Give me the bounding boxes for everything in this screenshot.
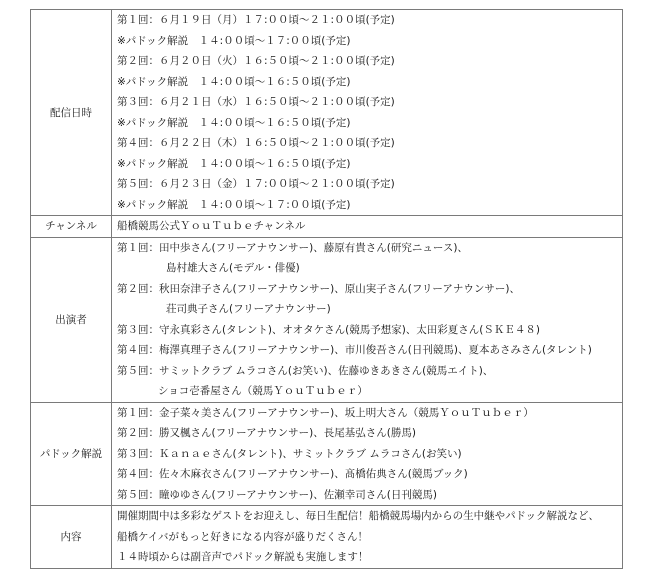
label-channel: チャンネル [31,216,112,238]
row-paddock-commentary [31,402,623,506]
row-performers [31,237,623,402]
schedule-line: 第１回：６月１９日（月）１７:００頃～２１:００頃(予定) [117,14,395,26]
label-performers: 出演者 [31,237,112,402]
performer-line: ショコ壱番屋さん（競馬ＹｏｕＴｕｂｅｒ） [158,385,368,397]
performer-line: 荘司典子さん(フリーアナウンサー) [166,303,331,315]
performer-line: 第１回：田中歩さん(フリーアナウンサー)、藤原有貴さん(研究ニュース)、 [117,241,468,254]
schedule-line: ※パドック解説 １４:００頃～１７:００頃(予定) [117,34,351,47]
paddock-line: 第５回：瞳ゆゆさん(フリーアナウンサー)、佐瀬幸司さん(日刊競馬) [117,488,437,501]
row-content [31,506,623,569]
schedule-line: ※パドック解説 １４:００頃～１６:５０頃(予定) [117,157,351,170]
broadcast-schedule-table [30,9,623,569]
content-channel [112,216,623,238]
content-broadcast-datetime [112,10,623,216]
paddock-line: 第４回：佐々木麻衣さん(フリーアナウンサー)、髙橋佑典さん(競馬ブック) [117,468,468,480]
content-line: 開催期間中は多彩なゲストをお迎えし、毎日生配信！船橋競馬場内からの生中継やパドック解説など、 [117,510,599,522]
label-paddock-commentary: パドック解説 [31,402,112,506]
performer-line: 島村雄大さん(モデル・俳優) [166,262,300,274]
content-line: 船橋ケイバがもっと好きになる内容が盛りだくさん！ [117,530,369,543]
row-broadcast-datetime [31,10,623,216]
paddock-line: 第１回：金子菜々美さん(フリーアナウンサー)、坂上明大さん（競馬ＹｏｕＴｕｂｅｒ） [117,406,534,419]
schedule-line: ※パドック解説 １４:００頃～１７:００頃(予定) [117,198,351,211]
performer-line: 第４回：梅澤真理子さん(フリーアナウンサー)、市川俊吾さん(日刊競馬)、夏本あさみさん(タレント) [117,344,592,356]
paddock-line: 第２回：勝又楓さん(フリーアナウンサー)、長尾基弘さん(勝馬) [117,427,416,439]
schedule-line: ※パドック解説 １４:００頃～１６:５０頃(予定) [117,75,351,88]
content-description [112,506,623,569]
schedule-line: 第５回：６月２３日（金）１７:００頃～２１:００頃(予定) [117,178,395,190]
paddock-line: 第３回：Ｋａｎａｅさん(タレント)、サミットクラブ ムラコさん(お笑い) [117,447,462,460]
schedule-line: 第２回：６月２０日（火）１６:５０頃～２１:００頃(予定) [117,55,395,67]
row-channel [31,216,623,238]
channel-line: 船橋競馬公式ＹｏｕＴｕｂｅチャンネル [117,220,306,232]
content-line: １４時頃からは副音声でパドック解説も実施します！ [117,551,369,563]
schedule-line: 第３回：６月２１日（水）１６:５０頃～２１:００頃(予定) [117,96,395,108]
content-paddock-commentary [112,402,623,506]
performer-line: 第２回：秋田奈津子さん(フリーアナウンサー)、原山実子さん(フリーアナウンサー)、 [117,282,520,295]
label-content: 内容 [31,506,112,569]
performer-line: 第３回：守永真彩さん(タレント)、オオタケさん(競馬予想家)、太田彩夏さん(ＳＫＥ４８) [117,323,540,336]
performer-line: 第５回：サミットクラブ ムラコさん(お笑い)、佐藤ゆきあきさん(競馬エイト)、 [117,364,494,377]
schedule-line: ※パドック解説 １４:００頃～１６:５０頃(予定) [117,116,351,129]
label-broadcast-datetime: 配信日時 [31,10,112,216]
content-performers [112,237,623,402]
schedule-line: 第４回：６月２２日（木）１６:５０頃～２１:００頃(予定) [117,137,395,149]
